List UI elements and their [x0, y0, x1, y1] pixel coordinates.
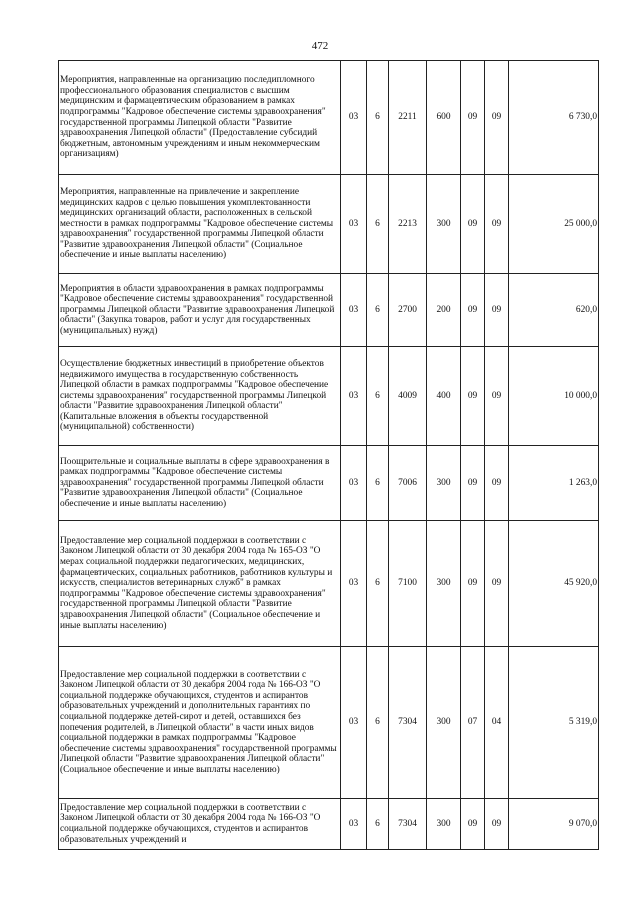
code-cell: 6 — [367, 347, 389, 446]
amount-cell: 5 319,0 — [509, 647, 599, 799]
code-cell: 09 — [485, 274, 509, 347]
code-cell: 09 — [461, 521, 485, 647]
code-cell: 600 — [427, 61, 461, 175]
code-cell: 09 — [485, 61, 509, 175]
code-cell: 400 — [427, 347, 461, 446]
code-cell: 200 — [427, 274, 461, 347]
table-row — [59, 446, 599, 521]
budget-table — [58, 60, 599, 850]
code-cell: 03 — [341, 175, 367, 274]
code-cell: 07 — [461, 647, 485, 799]
amount-cell: 6 730,0 — [509, 61, 599, 175]
code-cell: 6 — [367, 799, 389, 850]
amount-cell: 1 263,0 — [509, 446, 599, 521]
code-cell: 6 — [367, 647, 389, 799]
table-row — [59, 521, 599, 647]
table-row — [59, 61, 599, 175]
code-cell: 09 — [461, 61, 485, 175]
row-description: Мероприятия, направленные на организацию последипломного профессионального образования специалистов с высшим медицинским и фармацевтическим образованием в рамках подпрограммы "Кадровое обеспечение системы здравоохранения" государственной программы Липецкой области "Развитие здравоохранения Липецкой области" (Предоставление субсидий бюджетным, автономным учреждениям и иным некоммерческим организациям) — [59, 61, 341, 175]
code-cell: 6 — [367, 175, 389, 274]
row-description: Поощрительные и социальные выплаты в сфере здравоохранения в рамках подпрограммы "Кадровое обеспечение системы здравоохранения" государственной программы Липецкой области "Развитие здравоохранения Липецкой области" (Социальное обеспечение и иные выплаты населению) — [59, 446, 341, 521]
code-cell: 03 — [341, 521, 367, 647]
code-cell: 7304 — [389, 799, 427, 850]
code-cell: 300 — [427, 521, 461, 647]
code-cell: 7100 — [389, 521, 427, 647]
row-description: Предоставление мер социальной поддержки в соответствии с Законом Липецкой области от 30 декабря 2004 года № 166-ОЗ "О социальной поддержке обучающихся, студентов и аспирантов образовательных учреждений и — [59, 799, 341, 850]
code-cell: 09 — [485, 799, 509, 850]
code-cell: 04 — [485, 647, 509, 799]
code-cell: 300 — [427, 647, 461, 799]
code-cell: 09 — [461, 274, 485, 347]
code-cell: 09 — [461, 799, 485, 850]
code-cell: 7304 — [389, 647, 427, 799]
row-description: Предоставление мер социальной поддержки в соответствии с Законом Липецкой области от 30 декабря 2004 года № 165-ОЗ "О мерах социальной поддержки педагогических, медицинских, фармацевтических, социальных работников, работников культуры и искусств, специалистов ветеринарных служб" в рамках подпрограммы "Кадровое обеспечение системы здравоохранения" государственной программы Липецкой области "Развитие здравоохранения Липецкой области" (Социальное обеспечение и иные выплаты населению) — [59, 521, 341, 647]
code-cell: 09 — [485, 521, 509, 647]
code-cell: 03 — [341, 61, 367, 175]
row-description: Предоставление мер социальной поддержки в соответствии с Законом Липецкой области от 30 декабря 2004 года № 166-ОЗ "О социальной поддержке обучающихся, студентов и аспирантов образовательных учреждений и дополнительных гарантиях по социальной поддержке детей-сирот и детей, оставшихся без попечения родителей, в Липецкой области" в части иных видов социальной поддержки в рамках подпрограммы "Кадровое обеспечение системы здравоохранения" государственной программы Липецкой области "Развитие здравоохранения Липецкой области" (Социальное обеспечение и иные выплаты населению) — [59, 647, 341, 799]
code-cell: 09 — [461, 347, 485, 446]
table-row — [59, 347, 599, 446]
code-cell: 6 — [367, 61, 389, 175]
table-row — [59, 274, 599, 347]
amount-cell: 25 000,0 — [509, 175, 599, 274]
page-number: 472 — [311, 40, 329, 52]
table-row — [59, 175, 599, 274]
code-cell: 300 — [427, 799, 461, 850]
code-cell: 4009 — [389, 347, 427, 446]
code-cell: 03 — [341, 347, 367, 446]
code-cell: 03 — [341, 647, 367, 799]
code-cell: 7006 — [389, 446, 427, 521]
row-description: Осуществление бюджетных инвестиций в приобретение объектов недвижимого имущества в государственную собственность Липецкой области в рамках подпрограммы "Кадровое обеспечение системы здравоохранения" государственной программы Липецкой области "Развитие здравоохранения Липецкой области" (Капитальные вложения в объекты государственной (муниципальной) собственности) — [59, 347, 341, 446]
code-cell: 300 — [427, 446, 461, 521]
code-cell: 03 — [341, 799, 367, 850]
amount-cell: 45 920,0 — [509, 521, 599, 647]
code-cell: 2700 — [389, 274, 427, 347]
code-cell: 03 — [341, 274, 367, 347]
code-cell: 09 — [461, 446, 485, 521]
code-cell: 300 — [427, 175, 461, 274]
code-cell: 03 — [341, 446, 367, 521]
row-description: Мероприятия, направленные на привлечение и закрепление медицинских кадров с целью повышения укомплектованности медицинских организаций области, расположенных в сельской местности в рамках подпрограммы "Кадровое обеспечение системы здравоохранения" государственной программы Липецкой области "Развитие здравоохранения Липецкой области" (Социальное обеспечение и иные выплаты населению) — [59, 175, 341, 274]
code-cell: 6 — [367, 521, 389, 647]
code-cell: 2211 — [389, 61, 427, 175]
code-cell: 09 — [485, 175, 509, 274]
table-row — [59, 647, 599, 799]
code-cell: 6 — [367, 274, 389, 347]
table-row — [59, 799, 599, 850]
code-cell: 2213 — [389, 175, 427, 274]
amount-cell: 10 000,0 — [509, 347, 599, 446]
code-cell: 09 — [485, 446, 509, 521]
code-cell: 6 — [367, 446, 389, 521]
code-cell: 09 — [461, 175, 485, 274]
code-cell: 09 — [485, 347, 509, 446]
amount-cell: 620,0 — [509, 274, 599, 347]
row-description: Мероприятия в области здравоохранения в рамках подпрограммы "Кадровое обеспечение системы здравоохранения" государственной программы Липецкой области "Развитие здравоохранения Липецкой области" (Закупка товаров, работ и услуг для государственных (муниципальных) нужд) — [59, 274, 341, 347]
amount-cell: 9 070,0 — [509, 799, 599, 850]
